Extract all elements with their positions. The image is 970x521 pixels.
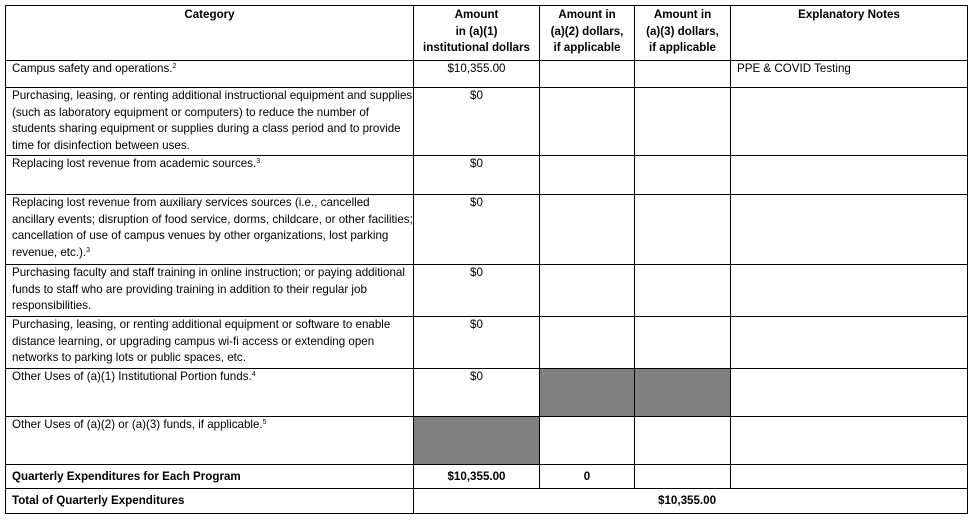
- header-a1-line: Amount: [454, 8, 499, 21]
- table-row: [6, 61, 968, 88]
- a3-cell: [635, 265, 731, 317]
- category-cell: [6, 195, 414, 265]
- total-value-cell: [414, 489, 968, 514]
- header-a1: [414, 6, 540, 61]
- category-text: Other Uses of (a)(2) or (a)(3) funds, if applicable.: [12, 418, 263, 431]
- shaded-cell: [414, 417, 540, 465]
- header-a3-line: (a)(3) dollars,: [646, 24, 719, 38]
- category-text: Other Uses of (a)(1) Institutional Portion funds.: [12, 370, 252, 383]
- category-cell: [6, 369, 414, 417]
- quarterly-notes: [731, 465, 968, 489]
- header-a3: [635, 6, 731, 61]
- notes-cell: [731, 265, 968, 317]
- quarterly-a3: [635, 465, 731, 489]
- notes-cell: [731, 417, 968, 465]
- a2-cell: [540, 265, 635, 317]
- footnote-ref: 2: [172, 63, 177, 70]
- quarterly-row: [6, 465, 968, 489]
- a3-cell: [635, 156, 731, 195]
- header-category-text: Category: [184, 8, 235, 21]
- a3-cell: [635, 61, 731, 88]
- header-notes-text: Explanatory Notes: [798, 8, 900, 21]
- footnote-ref: 3: [86, 246, 91, 254]
- footnote-ref: 3: [256, 158, 261, 165]
- category-cell: [6, 88, 414, 156]
- notes-cell: [731, 317, 968, 369]
- a1-cell: $0: [414, 195, 540, 265]
- a1-cell: $0: [414, 88, 540, 156]
- category-cell: [6, 265, 414, 317]
- shaded-cell: [635, 369, 731, 417]
- a1-cell: $0: [414, 369, 540, 417]
- category-text: Replacing lost revenue from auxiliary services sources (i.e., cancelled ancillary events; disruption of food service, dorms, childcare, or other facilities; cancellation of use of campus venues by other organizations, lost parking revenue, etc.).: [12, 196, 413, 259]
- footnote-ref: 4: [251, 371, 256, 378]
- table-row: [6, 265, 968, 317]
- a2-cell: [540, 417, 635, 465]
- table-row: [6, 417, 968, 465]
- header-a2-line: (a)(2) dollars,: [550, 24, 624, 38]
- category-cell: [6, 156, 414, 195]
- header-a3-line: if applicable: [648, 41, 716, 55]
- total-label: Total of Quarterly Expenditures: [6, 489, 414, 514]
- header-a2-line: Amount in: [558, 8, 616, 21]
- a1-cell: $0: [414, 265, 540, 317]
- notes-cell: PPE & COVID Testing: [731, 61, 968, 88]
- shaded-cell: [540, 369, 635, 417]
- a2-cell: [540, 195, 635, 265]
- category-cell: [6, 317, 414, 369]
- notes-cell: [731, 88, 968, 156]
- a1-cell: $10,355.00: [414, 61, 540, 88]
- a3-cell: [635, 195, 731, 265]
- a3-cell: [635, 417, 731, 465]
- header-notes: [731, 6, 968, 61]
- table-row: [6, 88, 968, 156]
- table-row: [6, 317, 968, 369]
- a2-cell: [540, 88, 635, 156]
- header-a1-line: in (a)(1): [455, 24, 498, 38]
- header-a2: [540, 6, 635, 61]
- header-category: [6, 6, 414, 61]
- header-a1-line: institutional dollars: [423, 41, 530, 55]
- a1-cell: $0: [414, 156, 540, 195]
- a3-cell: [635, 88, 731, 156]
- table-row: [6, 195, 968, 265]
- table-row: [6, 156, 968, 195]
- notes-cell: [731, 156, 968, 195]
- footnote-ref: 5: [262, 419, 267, 426]
- a2-cell: [540, 156, 635, 195]
- a2-cell: [540, 61, 635, 88]
- notes-cell: [731, 195, 968, 265]
- category-text: Campus safety and operations.: [12, 62, 173, 75]
- header-a2-line: if applicable: [553, 41, 621, 55]
- header-a3-line: Amount in: [653, 8, 712, 21]
- category-text: Purchasing faculty and staff training in online instruction; or paying additional funds to staff who are providing training in addition to their regular job responsibilities.: [12, 266, 405, 313]
- table-row: [6, 369, 968, 417]
- quarterly-a1: $10,355.00: [414, 465, 540, 489]
- total-row: [6, 489, 968, 514]
- category-cell: [6, 417, 414, 465]
- expenditure-table: [5, 5, 968, 514]
- quarterly-a2: 0: [540, 465, 635, 489]
- a1-cell: $0: [414, 317, 540, 369]
- quarterly-label: Quarterly Expenditures for Each Program: [6, 465, 414, 489]
- category-text: Purchasing, leasing, or renting additional equipment or software to enable distance learning, or upgrading campus wi-fi access or extending open networks to parking lots or public spaces, etc.: [12, 318, 391, 365]
- a2-cell: [540, 317, 635, 369]
- category-text: Replacing lost revenue from academic sources.: [12, 157, 257, 170]
- category-cell: [6, 61, 414, 88]
- header-row: [6, 6, 968, 61]
- a3-cell: [635, 317, 731, 369]
- total-value: $10,355.00: [658, 494, 717, 507]
- notes-cell: [731, 369, 968, 417]
- category-text: Purchasing, leasing, or renting additional instructional equipment and supplies (such as laboratory equipment or computers) to reduce the number of students sharing equipment or supplies during a class period and to provide time for disinfection between uses.: [12, 89, 413, 152]
